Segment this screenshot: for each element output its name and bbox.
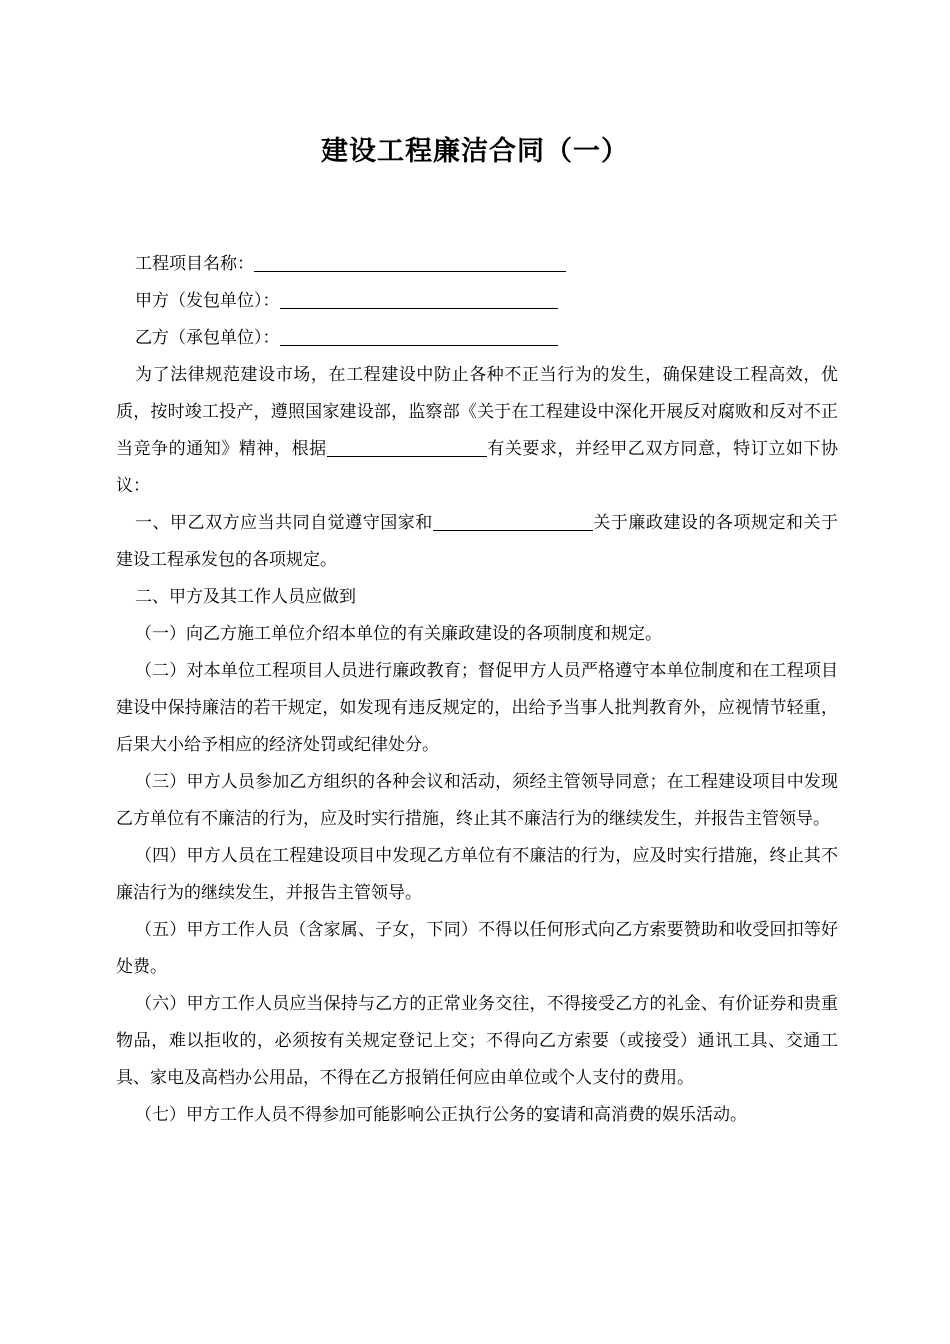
clause-2-item-6: （六）甲方工作人员应当保持与乙方的正常业务交往，不得接受乙方的礼金、有价证券和贵重物品，难以拒收的，必须按有关规定登记上交；不得向乙方索要（或接受）通讯工具、交通工具、家电及高档办公用品，不得在乙方报销任何应由单位或个人支付的费用。: [116, 994, 838, 1088]
clause-1-blank: [433, 510, 593, 531]
preamble-text-2: 有关要求，并经甲乙双方同意，特订立如下协议：: [116, 439, 838, 496]
party-b-blank: [280, 325, 558, 346]
clause-2-item-1: （一）向乙方施工单位介绍本单位的有关廉政建设的各项制度和规定。: [135, 624, 662, 644]
clause-2-item-4: （四）甲方人员在工程建设项目中发现乙方单位有不廉洁的行为，应及时实行措施，终止其不廉洁行为的继续发生，并报告主管领导。: [116, 846, 838, 903]
party-a-label: 甲方（发包单位）：: [135, 291, 280, 311]
project-name-blank: [254, 251, 566, 272]
clause-2-item-2: （二）对本单位工程项目人员进行廉政教育；督促甲方人员严格遵守本单位制度和在工程项目建设中保持廉洁的若干规定，如发现有违反规定的，出给予当事人批判教育外，应视情节轻重，后果大小给予相应的经济处罚或纪律处分。: [116, 661, 838, 755]
clause-1-paragraph: [116, 505, 838, 579]
project-name-label: 工程项目名称：: [135, 254, 254, 274]
clause-2-item-7: （七）甲方工作人员不得参加可能影响公正执行公务的宴请和高消费的娱乐活动。: [135, 1105, 747, 1125]
clause-1-text-2: 关于廉政建设的各项规定和关于建设工程承发包的各项规定。: [116, 513, 839, 570]
document-title: 建设工程廉洁合同（一）: [321, 136, 629, 167]
clause-1-text-1: 一、甲乙双方应当共同自觉遵守国家和: [135, 513, 433, 533]
preamble-text-1: 为了法律规范建设市场，在工程建设中防止各种不正当行为的发生，确保建设工程高效，优质，按时竣工投产，遵照国家建设部，监察部《关于在工程建设中深化开展反对腐败和反对不正当竞争的通知》精神，根据: [116, 365, 838, 459]
preamble-paragraph: [116, 357, 838, 505]
preamble-blank: [327, 436, 487, 457]
clause-2-item-3: （三）甲方人员参加乙方组织的各种会议和活动，须经主管领导同意；在工程建设项目中发现乙方单位有不廉洁的行为，应及时实行措施，终止其不廉洁行为的继续发生，并报告主管领导。: [116, 772, 838, 829]
clause-2-item-5: （五）甲方工作人员（含家属、子女，下同）不得以任何形式向乙方索要赞助和收受回扣等好处费。: [116, 920, 838, 977]
party-b-label: 乙方（承包单位）：: [135, 328, 280, 348]
party-a-blank: [280, 288, 558, 309]
project-name-field: [116, 246, 838, 283]
clause-2-heading: 二、甲方及其工作人员应做到: [135, 587, 356, 607]
party-a-field: [116, 283, 838, 320]
document-body: [116, 246, 838, 1134]
party-b-field: [116, 320, 838, 357]
